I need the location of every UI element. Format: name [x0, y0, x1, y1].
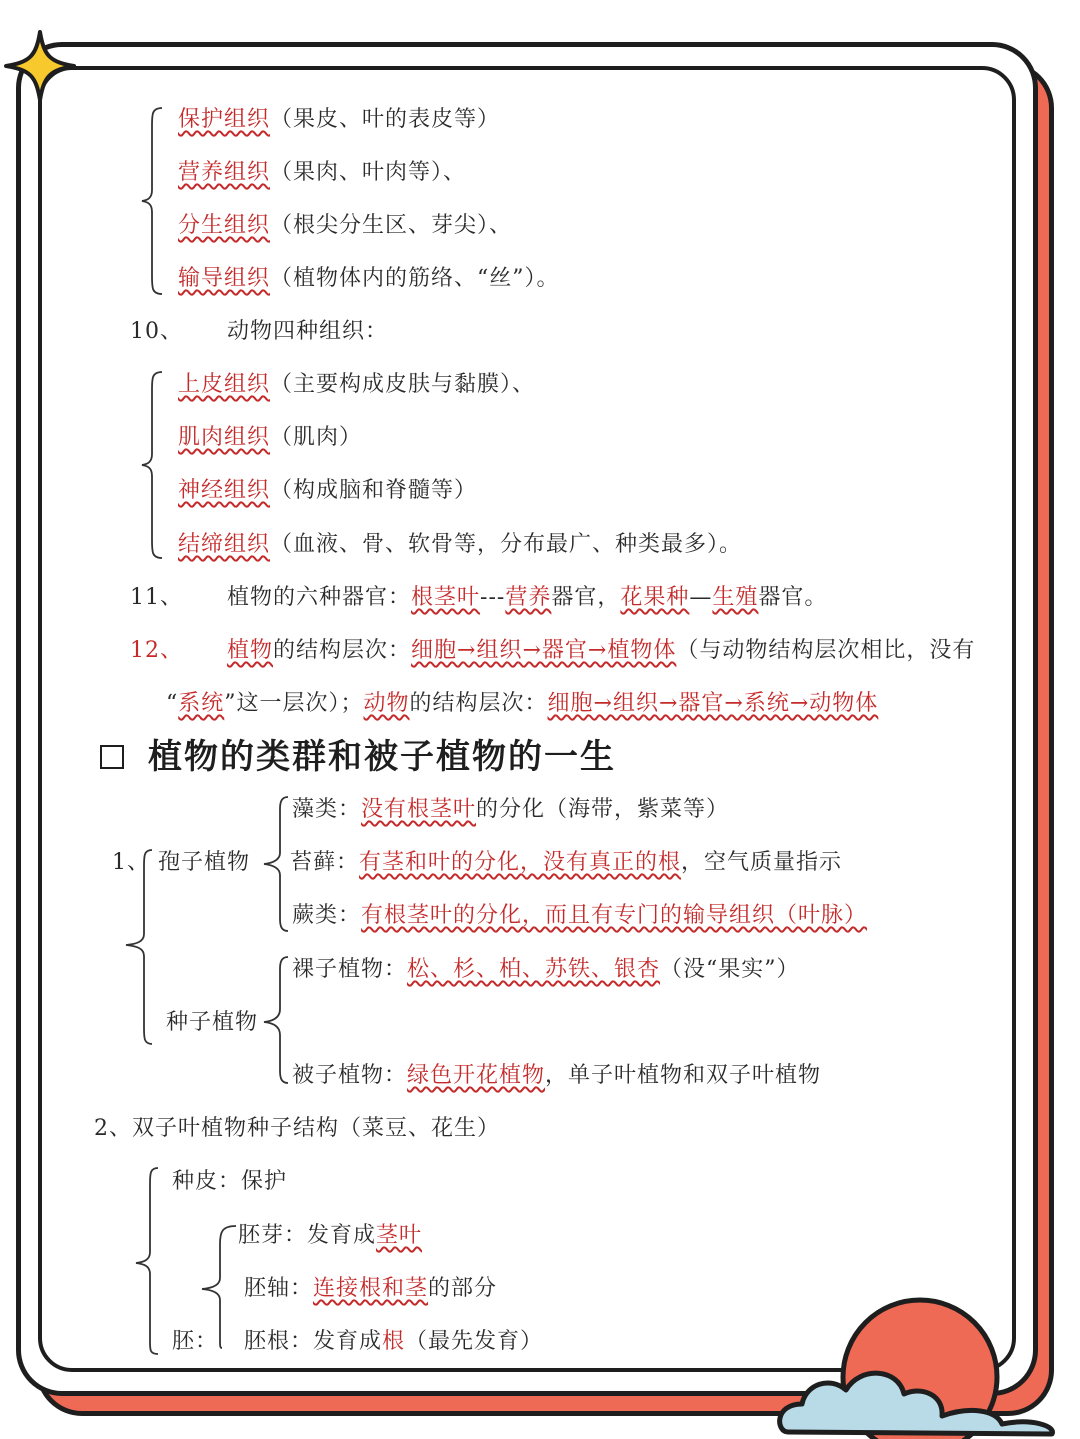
brace-embryo [196, 1222, 226, 1352]
brace-seed-structure [134, 1166, 164, 1356]
embryo-label: 胚： [172, 1329, 219, 1354]
angiosperm-row: 被子植物：绿色开花植物，单子叶植物和双子叶植物 [292, 1063, 822, 1088]
seed-plants-label: 种子植物 [166, 1010, 259, 1035]
seed-coat-row: 种皮：保护 [172, 1169, 288, 1194]
item-10: 10、 动物四种组织： [130, 319, 389, 344]
radicle-row: 胚根：发育成根（最先发育） [244, 1329, 544, 1354]
groups-num: 1、 [112, 850, 150, 875]
animal-tissue-connective: 结缔组织（血液、骨、软骨等，分布最广、种类最多）。 [178, 532, 743, 557]
brace-animal-tissues [138, 370, 168, 560]
star-icon [0, 26, 80, 106]
moss-row: 苔藓：有茎和叶的分化，没有真正的根，空气质量指示 [290, 850, 843, 875]
animal-tissue-muscle: 肌肉组织（肌肉） [178, 425, 363, 450]
section-heading: 植物的类群和被子植物的一生 [100, 734, 616, 780]
sun-cloud-icon [770, 1292, 1070, 1439]
seed-structure-title: 2、双子叶植物种子结构（菜豆、花生） [94, 1116, 500, 1141]
spore-plants-label: 孢子植物 [158, 850, 251, 875]
item-11: 11、 植物的六种器官：根茎叶---营养器官，花果种—生殖器官。 [130, 585, 828, 610]
item-12-line2: “系统”这一层次）；动物的结构层次：细胞→组织→器官→系统→动物体 [166, 691, 879, 716]
brace-spore-plants [262, 795, 292, 935]
plant-tissue-conducting: 输导组织（植物体内的筋络、“丝”）。 [178, 266, 560, 291]
checkbox-square-icon [100, 745, 124, 769]
plant-tissue-meristem: 分生组织（根尖分生区、芽尖）、 [178, 213, 513, 238]
animal-tissue-nerve: 神经组织（构成脑和脊髓等） [178, 478, 478, 503]
brace-plant-groups [124, 848, 154, 1048]
animal-tissue-epithelial: 上皮组织（主要构成皮肤与黏膜）、 [178, 372, 536, 397]
fern-row: 蕨类：有根茎叶的分化，而且有专门的输导组织（叶脉） [292, 903, 868, 928]
plant-tissue-nutritive: 营养组织（果肉、叶肉等）、 [178, 160, 467, 185]
algae-row: 藻类：没有根茎叶的分化（海带，紫菜等） [292, 797, 730, 822]
plumule-row: 胚芽：发育成茎叶 [238, 1223, 423, 1248]
gymnosperm-row: 裸子植物：松、杉、柏、苏铁、银杏（没“果实”） [292, 957, 800, 982]
hypocotyl-row: 胚轴：连接根和茎的部分 [244, 1276, 498, 1301]
item-12-line1: 12、 植物的结构层次：细胞→组织→器官→植物体（与动物结构层次相比，没有 [130, 638, 976, 663]
brace-seed-plants [262, 955, 292, 1085]
plant-tissue-protective: 保护组织（果皮、叶的表皮等） [178, 107, 501, 132]
brace-plant-tissues [138, 106, 168, 296]
